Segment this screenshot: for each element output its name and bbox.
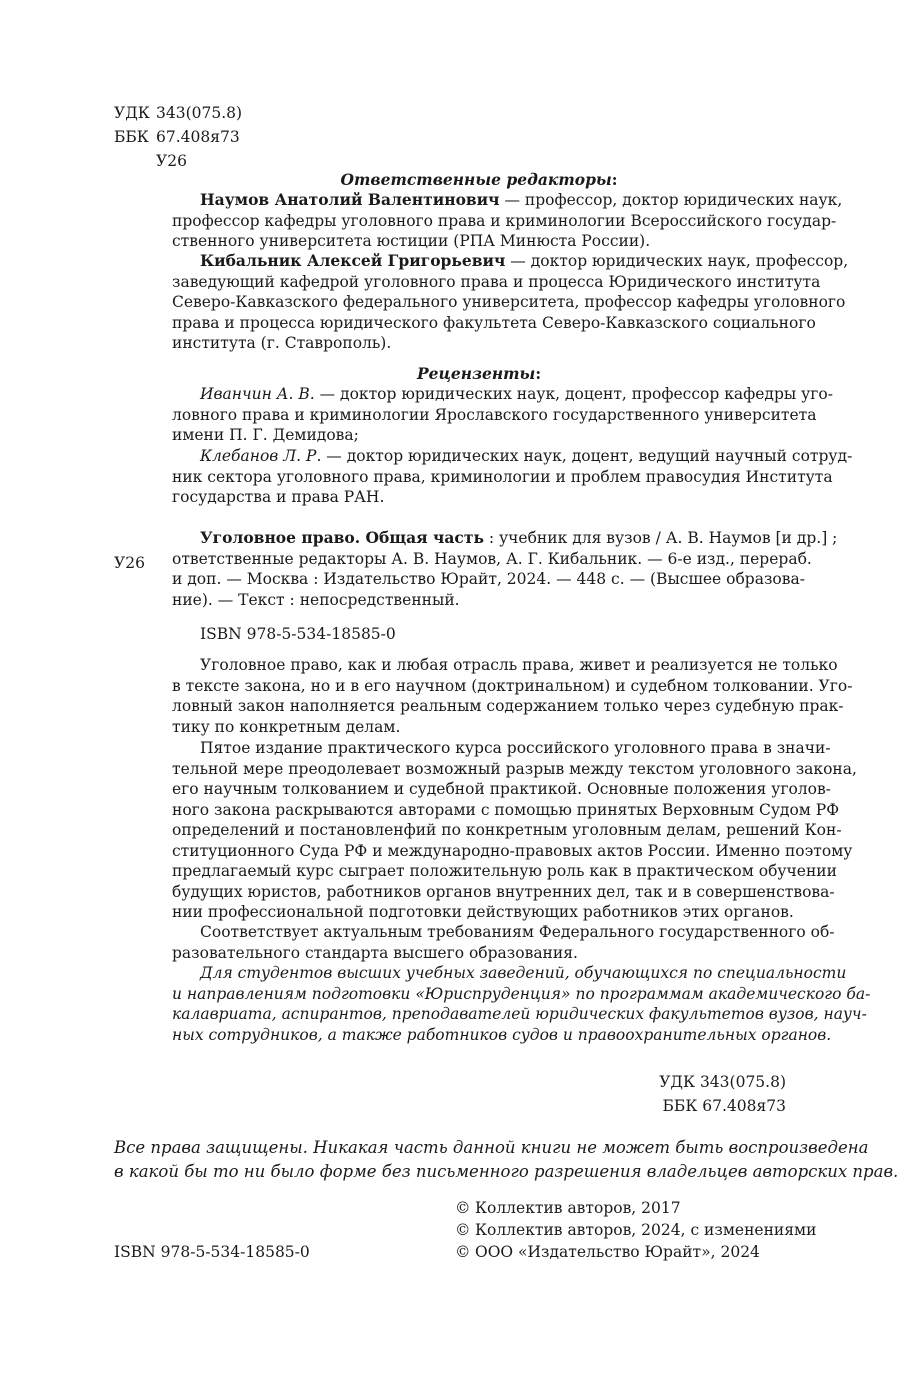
editor-1: Наумов Анатолий Валентинович — профессор, доктор юридических наук, профессор кафедры уголовного права и криминологии Всероссийского государ- ственного университета юстиции (РПА Минюста России). (172, 190, 843, 250)
reviewer-2-name: Клебанов Л. Р. (200, 447, 322, 465)
bbk-value: 67.408я73 (156, 128, 240, 146)
citation: Уголовное право. Общая часть : учебник для вузов / А. В. Наумов [и др.] ; ответственные редакторы А. В. Наумов, А. Г. Кибальник. — 6-е изд., перераб. и доп. — Москва : Издательство Юрайт, 2024. — 448 с. — (Высшее образова- ние). — Текст : непосредственный. (172, 528, 838, 609)
book-title: Уголовное право. Общая часть (200, 528, 484, 547)
udk-value: 343(075.8) (156, 104, 243, 122)
editor-1-name: Наумов Анатолий Валентинович (200, 190, 500, 209)
rights-notice: Все права защищены. Никакая часть данной книги не может быть воспроизведена в какой бы то ни было форме без письменного разрешения владельцев авторских прав. (114, 1138, 899, 1181)
copyright-icon: © (455, 1243, 471, 1261)
bbk-label: ББК (114, 128, 149, 146)
copyright-icon: © (455, 1221, 471, 1239)
annotation-p2: Пятое издание практического курса российского уголовного права в значи- тельной мере преодолевает возможный разрыв между текстом уголовного закона, его научным толкованием и судебной практикой. Основные положения уголов- ного закона раскрываются авторами с помощью принятых Верховным Судом РФ определений и постановленфий по конкретным уголовным делам, решений Кон- ституционного Суда РФ и международно-правовых актов России. Именно поэтому предлагаемый курс сыграет положительную роль как в практическом обучении будущих юристов, работников органов внутренних дел, так и в совершенствова- нии профессиональной подготовки действующих работников этих органов. (172, 739, 857, 921)
copyright-line: © ООО «Издательство Юрайт», 2024 (455, 1243, 760, 1261)
udk-label: УДК (114, 104, 150, 122)
citation-isbn: ISBN 978-5-534-18585-0 (200, 625, 396, 643)
copyright-block (455, 1197, 816, 1263)
citation-author-sign: У26 (114, 554, 145, 572)
reviewer-1: Иванчин А. В. — доктор юридических наук, доцент, профессор кафедры уго- ловного права и криминологии Ярославского государственного университета имени П. Г. Демидова; (172, 385, 833, 444)
footer-bbk: ББК 67.408я73 (662, 1097, 786, 1115)
copyright-line: © Коллектив авторов, 2024, с изменениями (455, 1221, 817, 1239)
copyright-icon: © (455, 1199, 471, 1217)
classification-block (114, 101, 242, 173)
editor-2: Кибальник Алексей Григорьевич — доктор юридических наук, профессор, заведующий кафедрой уголовного права и процесса Юридического института Северо-Кавказского федерального университета, профессор кафедры уголовного права и процесса юридического факультета Северо-Кавказского социального института (г. Ставрополь). (172, 251, 849, 352)
footer-udk: УДК 343(075.8) (659, 1073, 786, 1091)
copyright-line: © Коллектив авторов, 2017 (455, 1199, 681, 1217)
reviewer-1-name: Иванчин А. В. (200, 385, 315, 403)
footer-classification (659, 1070, 786, 1118)
annotation-p3: Соответствует актуальным требованиям Федерального государственного об- разовательного стандарта высшего образования. (172, 923, 835, 962)
footer-isbn: ISBN 978-5-534-18585-0 (114, 1243, 310, 1261)
annotation-p1: Уголовное право, как и любая отрасль права, живет и реализуется не только в тексте закона, но и в его научном (доктринальном) и судебном толковании. Уго- ловный закон наполняется реальным содержанием только через судебную прак- тику по конкретным делам. (172, 656, 853, 736)
editors-heading: Ответственные редакторы: (340, 170, 618, 189)
reviewers-heading: Рецензенты: (416, 364, 542, 383)
annotation-p4: Для студентов высших учебных заведений, обучающихся по специальности и направлениям подготовки «Юриспруденция» по программам академического ба- калавриата, аспирантов, преподавателей юридических факультетов вузов, науч- ных сотрудников, а также работников судов и правоохранительных органов. (172, 964, 871, 1044)
author-sign: У26 (156, 152, 187, 170)
reviewer-2: Клебанов Л. Р. — доктор юридических наук, доцент, ведущий научный сотруд- ник сектора уголовного права, криминологии и проблем правосудия Института государства и права РАН. (172, 447, 853, 506)
editor-2-name: Кибальник Алексей Григорьевич (200, 251, 506, 270)
